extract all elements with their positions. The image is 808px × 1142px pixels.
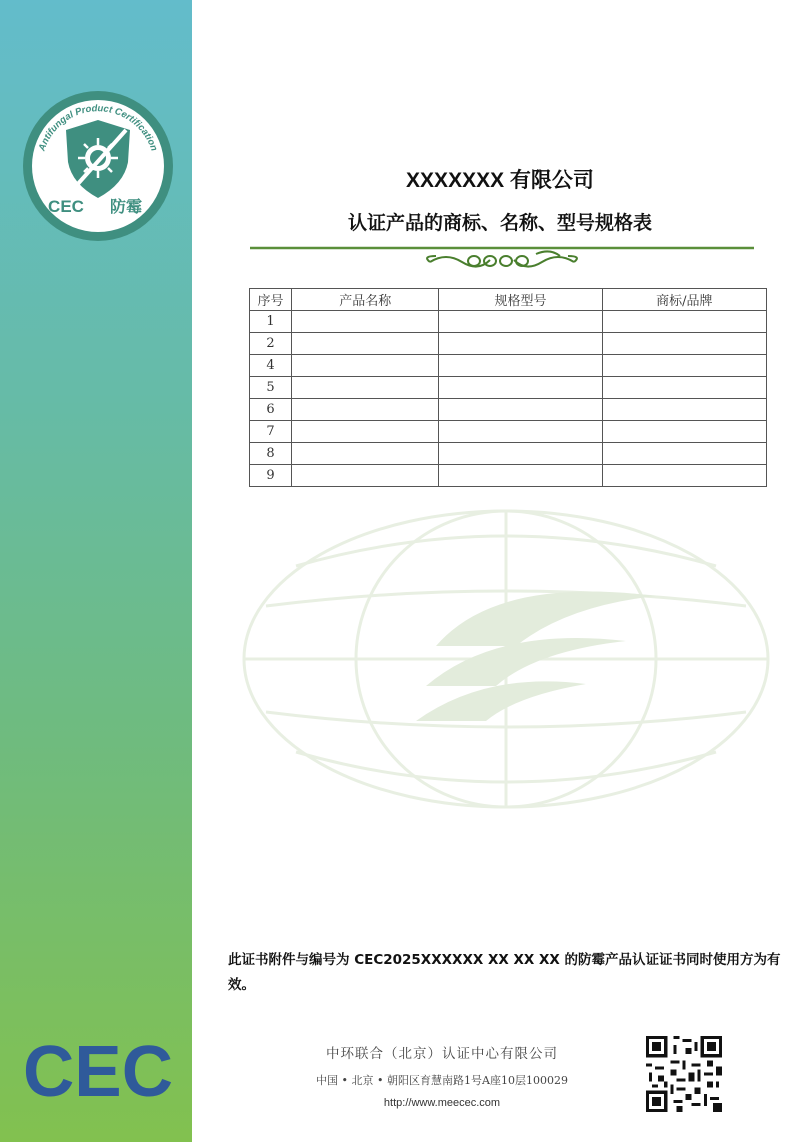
row-serial: 5 xyxy=(250,377,292,399)
row-product-name[interactable] xyxy=(292,311,439,333)
row-model[interactable] xyxy=(439,311,602,333)
globe-watermark xyxy=(236,506,776,812)
header-serial: 序号 xyxy=(250,289,292,311)
header-brand: 商标/品牌 xyxy=(602,289,766,311)
row-product-name[interactable] xyxy=(292,421,439,443)
table-row xyxy=(250,311,767,333)
row-model[interactable] xyxy=(439,333,602,355)
row-brand[interactable] xyxy=(602,465,766,487)
table-row xyxy=(250,465,767,487)
row-product-name[interactable] xyxy=(292,333,439,355)
table-row xyxy=(250,399,767,421)
row-product-name[interactable] xyxy=(292,355,439,377)
validity-note: 此证书附件与编号为 CEC2025XXXXXX XX XX XX 的防霉产品认证证书同时使用方为有效。 xyxy=(228,952,781,993)
document-page xyxy=(192,0,808,1142)
sidebar xyxy=(0,0,192,1142)
table-row xyxy=(250,443,767,465)
row-serial: 2 xyxy=(250,333,292,355)
row-brand[interactable] xyxy=(602,311,766,333)
table-row xyxy=(250,377,767,399)
row-model[interactable] xyxy=(439,355,602,377)
ornament-divider xyxy=(250,242,754,272)
footer-url[interactable]: http://www.meecec.com xyxy=(383,1097,501,1109)
row-model[interactable] xyxy=(439,421,602,443)
row-serial: 4 xyxy=(250,355,292,377)
footer-address: 中国 • 北京 • 朝阳区育慧南路1号A座10层100029 xyxy=(316,1074,568,1087)
row-model[interactable] xyxy=(439,465,602,487)
document-title: 认证产品的商标、名称、型号规格表 xyxy=(347,212,652,234)
table-header-row xyxy=(250,289,767,311)
table-row xyxy=(250,333,767,355)
row-brand[interactable] xyxy=(602,355,766,377)
row-serial: 7 xyxy=(250,421,292,443)
badge-label: 防霉 xyxy=(109,197,143,216)
header-model: 规格型号 xyxy=(439,289,602,311)
row-product-name[interactable] xyxy=(292,377,439,399)
row-model[interactable] xyxy=(439,399,602,421)
row-model[interactable] xyxy=(439,443,602,465)
row-brand[interactable] xyxy=(602,399,766,421)
row-brand[interactable] xyxy=(602,443,766,465)
company-name: XXXXXXX 有限公司 xyxy=(406,169,594,192)
row-model[interactable] xyxy=(439,377,602,399)
row-brand[interactable] xyxy=(602,377,766,399)
svg-text:CEC: CEC xyxy=(23,1032,173,1110)
cec-logo xyxy=(20,1030,176,1110)
table-row xyxy=(250,355,767,377)
header-product-name: 产品名称 xyxy=(292,289,439,311)
footer-org-name: 中环联合（北京）认证中心有限公司 xyxy=(326,1046,558,1062)
row-serial: 6 xyxy=(250,399,292,421)
antifungal-certification-badge xyxy=(22,90,174,242)
row-brand[interactable] xyxy=(602,333,766,355)
row-serial: 9 xyxy=(250,465,292,487)
row-serial: 1 xyxy=(250,311,292,333)
badge-ring-text: Antifungal Product Certification xyxy=(36,103,160,153)
badge-brand: CEC xyxy=(48,197,84,216)
row-product-name[interactable] xyxy=(292,465,439,487)
row-serial: 8 xyxy=(250,443,292,465)
row-product-name[interactable] xyxy=(292,443,439,465)
row-product-name[interactable] xyxy=(292,399,439,421)
product-spec-table xyxy=(249,288,767,487)
qr-code-icon xyxy=(646,1036,722,1112)
row-brand[interactable] xyxy=(602,421,766,443)
table-row xyxy=(250,421,767,443)
